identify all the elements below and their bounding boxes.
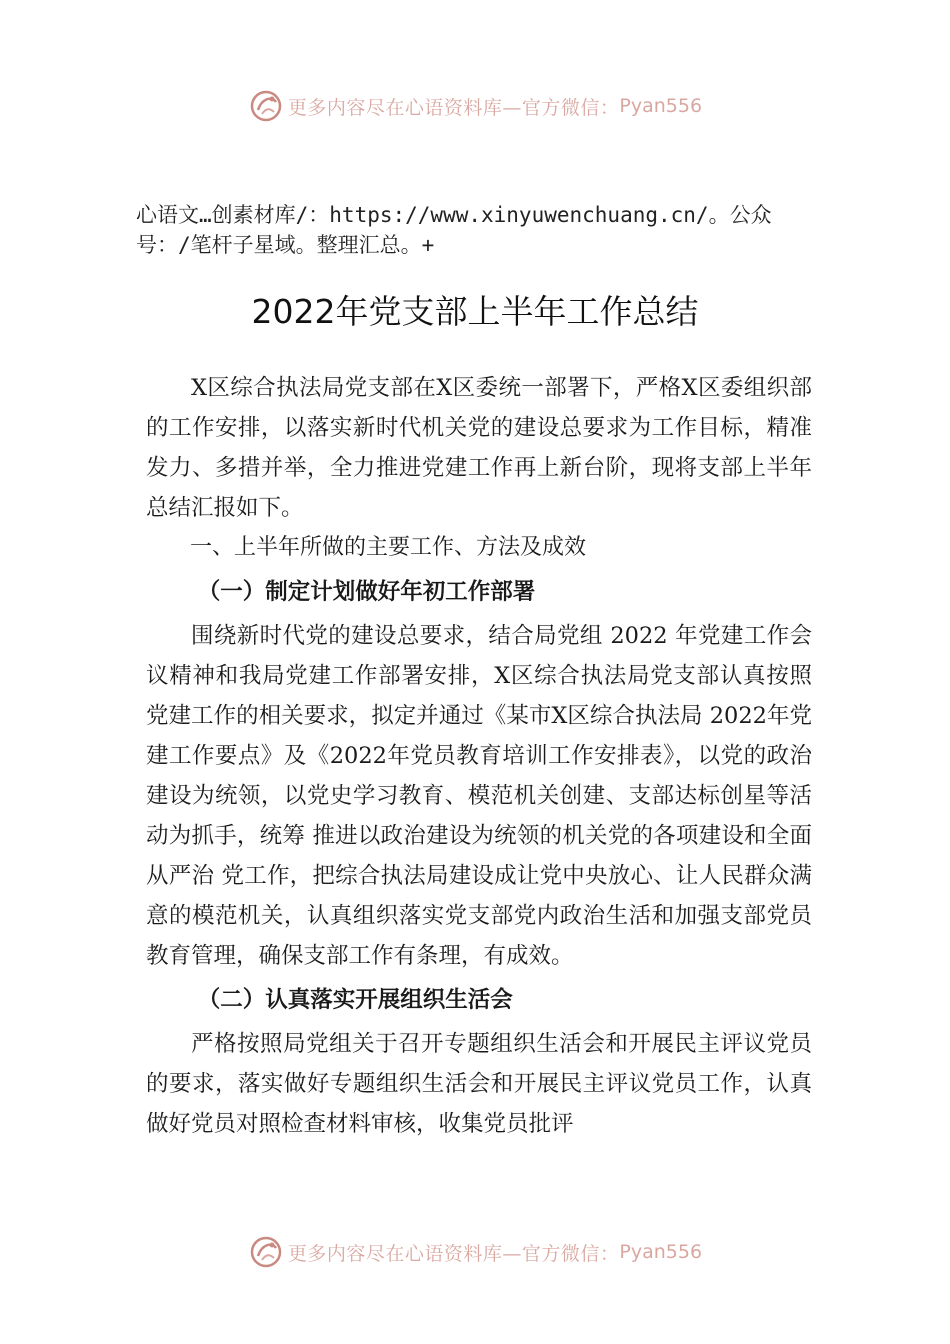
intro-paragraph: X区综合执法局党支部在X区委统一部署下，严格X区委组织部的工作安排，以落实新时代机关党的建设总要求为工作目标，精准发力、多措并举，全力推进党建工作再上新台阶，现将支部上半年总结汇报如下。 (146, 375, 812, 521)
brand-logo-icon (248, 88, 284, 124)
watermark-wechat-id: Pyan556 (619, 95, 703, 117)
subsection-body-2: 严格按照局党组关于召开专题组织生活会和开展民主评议党员的要求，落实做好专题组织生活会和开展民主评议党员工作，认真做好党员对照检查材料审核，收集党员批评 (146, 1031, 812, 1137)
watermark-header (0, 86, 950, 126)
source-note: 心语文…创素材库/：https://www.xinyuwenchuang.cn/。公众号：/笔杆子星域。整理汇总。+ (136, 203, 772, 257)
subsection-heading-1: （一）制定计划做好年初工作部署 (197, 579, 536, 605)
brand-logo-icon (248, 1234, 284, 1270)
watermark-footer (0, 1232, 950, 1272)
document-title: 2022年党支部上半年工作总结 (251, 292, 699, 331)
watermark-wechat-id: Pyan556 (619, 1241, 703, 1263)
section-heading: 一、上半年所做的主要工作、方法及成效 (190, 535, 587, 560)
watermark-text: 更多内容尽在心语资料库—官方微信： (287, 96, 620, 119)
subsection-body-1: 围绕新时代党的建设总要求，结合局党组 2022 年党建工作会议精神和我局党建工作部署安排，X区综合执法局党支部认真按照党建工作的相关要求，拟定并通过《某市X区综合执法局 2022年党建工作要点》及《2022年党员教育培训工作安排表》，以党的政治建设为统领，以党史学习教育、模范机关创建、支部达标创星等活动为抓手，统筹 推进以政治建设为统领的机关党的各项建设和全面从严治 党工作，把综合执法局建设成让党中央放心、让人民群众满意的模范机关，认真组织落实党支部党内政治生活和加强支部党员教育管理，确保支部工作有条理，有成效。 (146, 623, 812, 969)
document-body (146, 368, 812, 1144)
subsection-heading-2: （二）认真落实开展组织生活会 (197, 987, 513, 1013)
watermark-text: 更多内容尽在心语资料库—官方微信： (287, 1242, 620, 1265)
